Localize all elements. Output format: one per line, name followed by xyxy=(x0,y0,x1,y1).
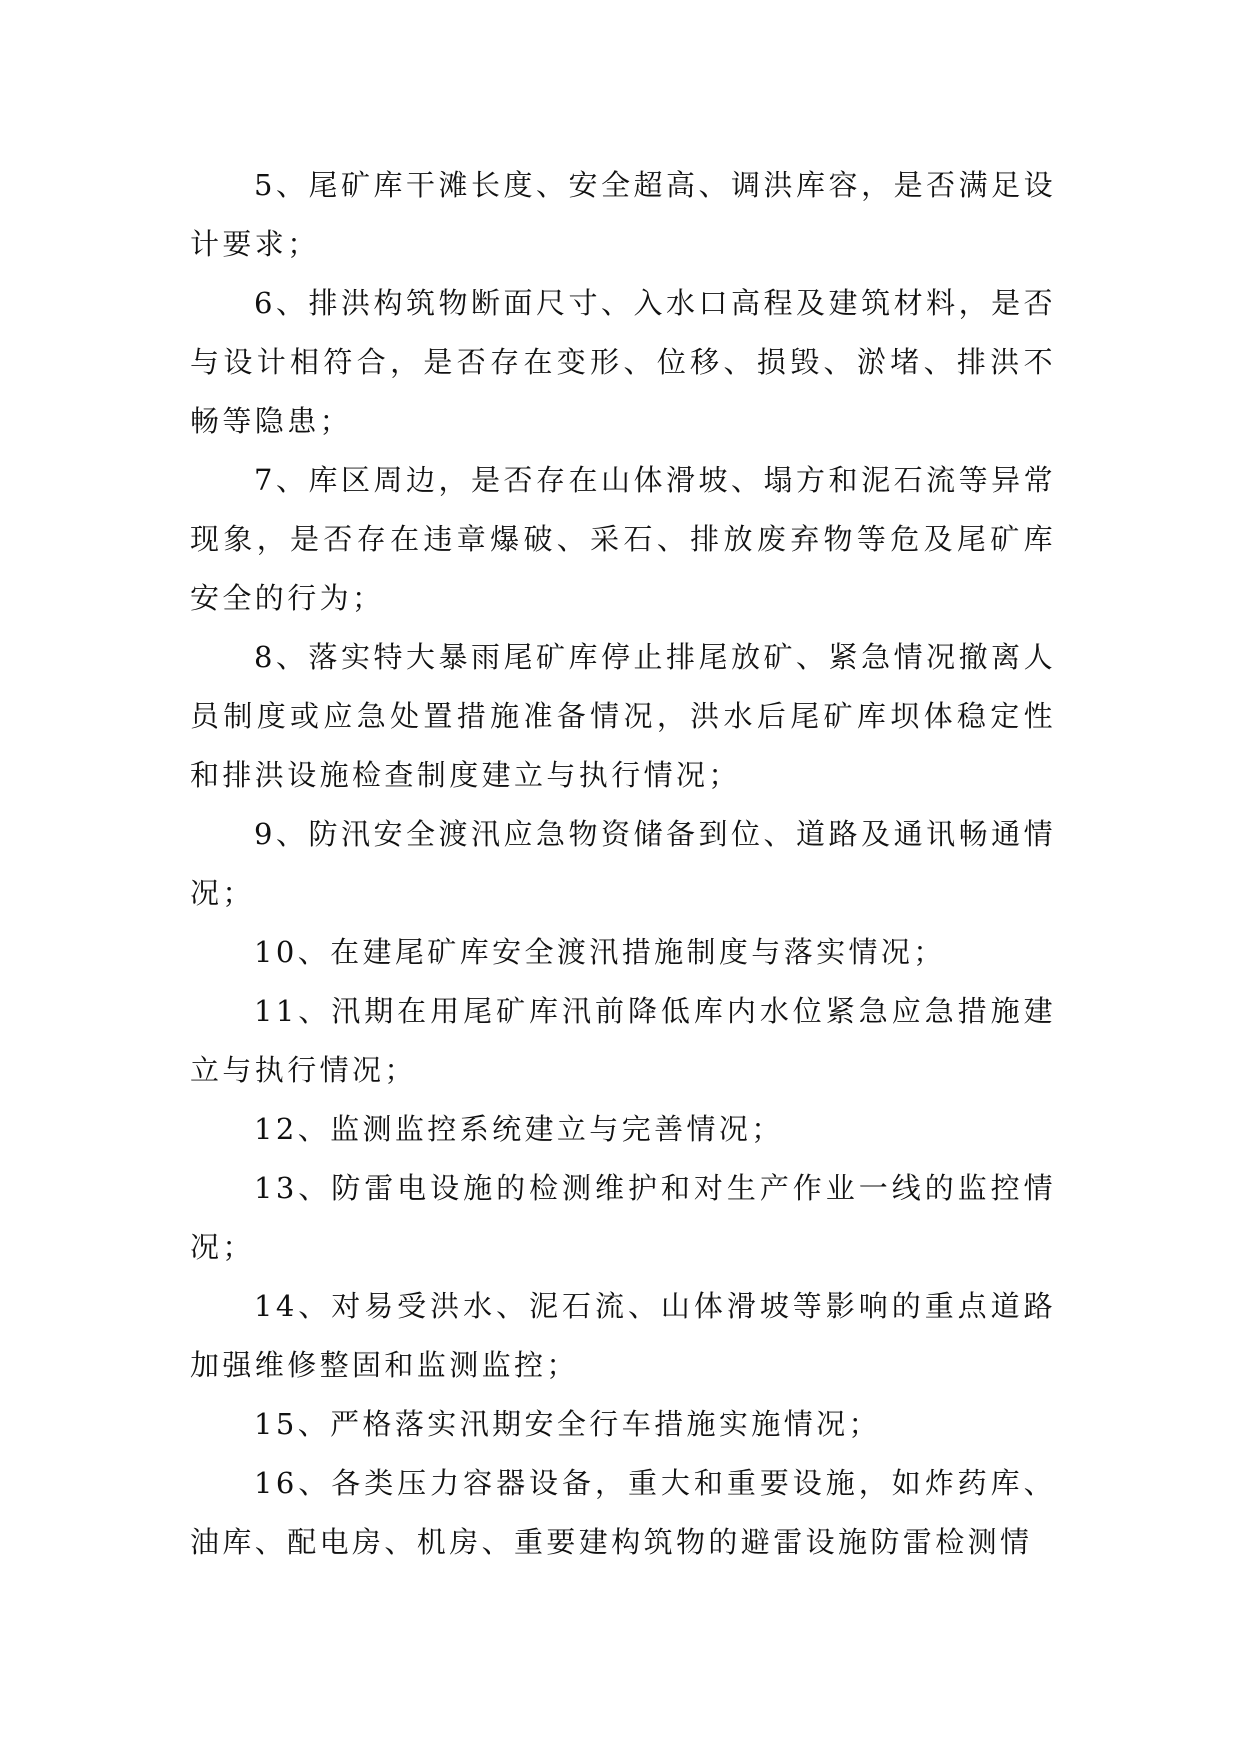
list-item: 11、汛期在用尾矿库汛前降低库内水位紧急应急措施建立与执行情况； xyxy=(190,994,1056,1087)
list-item: 15、严格落实汛期安全行车措施实施情况； xyxy=(254,1407,881,1441)
list-item: 14、对易受洪水、泥石流、山体滑坡等影响的重点道路加强维修整固和监测监控； xyxy=(190,1289,1056,1382)
list-item: 6、排洪构筑物断面尺寸、入水口高程及建筑材料，是否与设计相符合，是否存在变形、位移、损毁、淤堵、排洪不畅等隐患； xyxy=(190,286,1056,438)
list-item: 10、在建尾矿库安全渡汛措施制度与落实情况； xyxy=(254,935,946,969)
list-item: 13、防雷电设施的检测维护和对生产作业一线的监控情况； xyxy=(190,1171,1056,1264)
list-item: 8、落实特大暴雨尾矿库停止排尾放矿、紧急情况撤离人员制度或应急处置措施准备情况，洪水后尾矿库坝体稳定性和排洪设施检查制度建立与执行情况； xyxy=(190,640,1056,792)
list-item: 5、尾矿库干滩长度、安全超高、调洪库容，是否满足设计要求； xyxy=(190,168,1056,261)
list-item: 9、防汛安全渡汛应急物资储备到位、道路及通讯畅通情况； xyxy=(190,817,1056,910)
document-body xyxy=(190,156,1056,1572)
list-item: 12、监测监控系统建立与完善情况； xyxy=(254,1112,784,1146)
list-item: 16、各类压力容器设备，重大和重要设施，如炸药库、油库、配电房、机房、重要建构筑物的避雷设施防雷检测情 xyxy=(190,1466,1056,1559)
list-item: 7、库区周边，是否存在山体滑坡、塌方和泥石流等异常现象，是否存在违章爆破、采石、排放废弃物等危及尾矿库安全的行为； xyxy=(190,463,1056,615)
